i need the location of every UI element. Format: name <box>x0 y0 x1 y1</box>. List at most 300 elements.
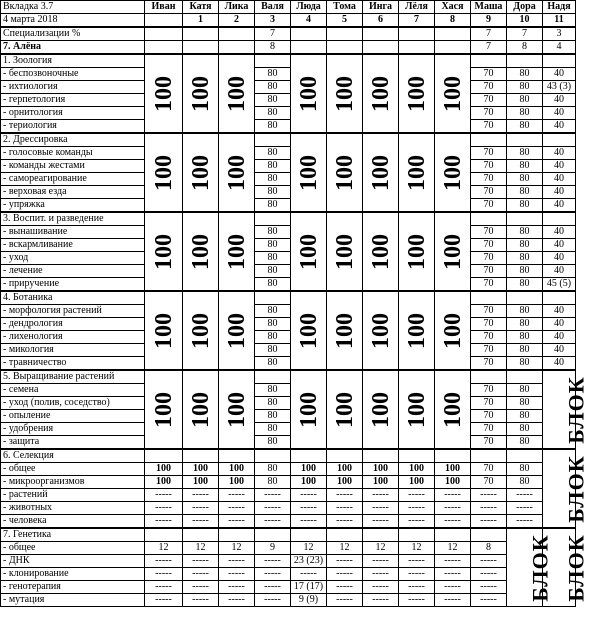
selection-value: ----- <box>219 489 255 502</box>
selection-value: ----- <box>471 502 507 515</box>
masha-value: 70 <box>471 226 507 239</box>
block-label <box>507 528 553 607</box>
masha-value: 70 <box>471 331 507 344</box>
table-row <box>1 278 576 292</box>
big-value <box>327 370 363 449</box>
selection-value: 100 <box>145 476 183 489</box>
masha-value: 70 <box>471 357 507 371</box>
table-row <box>1 212 576 226</box>
big-value-text: 100 <box>404 312 430 349</box>
row-label: - клонирование <box>1 568 145 581</box>
big-value <box>327 291 363 370</box>
big-value-text: 100 <box>224 391 250 428</box>
column-number: 8 <box>435 14 471 28</box>
big-value <box>183 212 219 291</box>
masha-value: 70 <box>471 344 507 357</box>
table-row <box>1 384 576 397</box>
selection-value: ----- <box>183 515 219 529</box>
column-number: 9 <box>471 14 507 28</box>
block-text: БЛОК <box>563 454 589 523</box>
big-value-text: 100 <box>296 312 322 349</box>
nadya-value: 43 (3) <box>543 81 576 94</box>
masha-value: 70 <box>471 239 507 252</box>
column-number: 1 <box>183 14 219 28</box>
big-value <box>183 370 219 449</box>
big-value <box>145 370 183 449</box>
big-value <box>399 291 435 370</box>
table-row <box>1 449 576 463</box>
genetics-value: ----- <box>435 581 471 594</box>
empty-cell <box>255 370 291 384</box>
genetics-value: ----- <box>255 555 291 568</box>
valya-value: 80 <box>255 147 291 160</box>
table-row <box>1 239 576 252</box>
dora-value: 80 <box>507 384 543 397</box>
valya-value: 80 <box>255 239 291 252</box>
big-value-text: 100 <box>224 75 250 112</box>
row-label: - упряжка <box>1 199 145 213</box>
selection-value: ----- <box>363 502 399 515</box>
row-label: - орнитология <box>1 107 145 120</box>
table-row <box>1 252 576 265</box>
spec-value <box>363 27 399 41</box>
column-number: 11 <box>543 14 576 28</box>
selection-value: 100 <box>399 463 435 476</box>
table-row <box>1 54 576 68</box>
dora-value: 80 <box>507 265 543 278</box>
nadya-value: 40 <box>543 318 576 331</box>
big-value-text: 100 <box>332 154 358 191</box>
big-value-text: 100 <box>332 75 358 112</box>
table-row <box>1 27 576 41</box>
masha-value: 70 <box>471 384 507 397</box>
selection-value: ----- <box>507 489 543 502</box>
spec-value <box>183 27 219 41</box>
column-number: 2 <box>219 14 255 28</box>
table-row <box>1 305 576 318</box>
dora-value: 80 <box>507 147 543 160</box>
valya-value: 80 <box>255 226 291 239</box>
empty-cell <box>471 291 507 305</box>
empty-cell <box>471 370 507 384</box>
selection-value: 100 <box>399 476 435 489</box>
genetics-value: ----- <box>327 594 363 607</box>
dora-value: 80 <box>507 107 543 120</box>
genetics-value: ----- <box>145 555 183 568</box>
genetics-value: 12 <box>219 542 255 555</box>
big-value-text: 100 <box>332 391 358 428</box>
big-value-text: 100 <box>440 233 466 270</box>
alena-value <box>327 41 363 55</box>
valya-value: 80 <box>255 94 291 107</box>
dora-value: 80 <box>507 305 543 318</box>
selection-value: ----- <box>327 502 363 515</box>
big-value <box>327 54 363 133</box>
big-value-text: 100 <box>368 75 394 112</box>
column-name: Хася <box>435 1 471 14</box>
alena-value <box>363 41 399 55</box>
section-title: 7. Генетика <box>1 528 145 542</box>
valya-value: 80 <box>255 265 291 278</box>
big-value <box>399 370 435 449</box>
row-label: - вынашивание <box>1 226 145 239</box>
column-name: Валя <box>255 1 291 14</box>
table-row <box>1 199 576 213</box>
empty-cell <box>219 528 255 542</box>
table-row <box>1 1 576 14</box>
section-title: 5. Выращивание растений <box>1 370 145 384</box>
big-value <box>145 212 183 291</box>
big-value-text: 100 <box>440 312 466 349</box>
nadya-value: 40 <box>543 186 576 199</box>
nadya-value: 40 <box>543 357 576 371</box>
row-label: - микология <box>1 344 145 357</box>
selection-value: ----- <box>145 502 183 515</box>
selection-value: 100 <box>327 476 363 489</box>
selection-value: ----- <box>291 502 327 515</box>
spec-value <box>399 27 435 41</box>
spec-value <box>145 27 183 41</box>
block-label <box>543 449 589 528</box>
big-value <box>145 291 183 370</box>
valya-value: 80 <box>255 344 291 357</box>
empty-cell <box>507 291 543 305</box>
genetics-value: ----- <box>435 555 471 568</box>
row-label: - общее <box>1 542 145 555</box>
dora-value: 80 <box>507 160 543 173</box>
masha-value: 70 <box>471 81 507 94</box>
big-value-text: 100 <box>404 233 430 270</box>
nadya-value: 40 <box>543 94 576 107</box>
table-row <box>1 186 576 199</box>
big-value-text: 100 <box>188 391 214 428</box>
empty-cell <box>507 54 543 68</box>
column-number: 7 <box>399 14 435 28</box>
column-name: Надя <box>543 1 576 14</box>
masha-value: 70 <box>471 68 507 81</box>
big-value-text: 100 <box>404 154 430 191</box>
big-value-text: 100 <box>150 312 177 349</box>
selection-value: 100 <box>327 463 363 476</box>
empty-cell <box>363 528 399 542</box>
genetics-value: 9 <box>255 542 291 555</box>
big-value <box>145 54 183 133</box>
genetics-value: ----- <box>363 581 399 594</box>
masha-value: 70 <box>471 186 507 199</box>
selection-value: ----- <box>291 489 327 502</box>
table-row <box>1 107 576 120</box>
spec-value: 3 <box>543 27 576 41</box>
selection-value: ----- <box>435 515 471 529</box>
row-label: - териология <box>1 120 145 134</box>
spec-value: 7 <box>255 27 291 41</box>
row-label: - семена <box>1 384 145 397</box>
empty-cell <box>471 54 507 68</box>
row-label: - самореагирование <box>1 173 145 186</box>
valya-value: 80 <box>255 68 291 81</box>
genetics-value: ----- <box>291 568 327 581</box>
row-label: - беспозвоночные <box>1 68 145 81</box>
dora-value: 80 <box>507 186 543 199</box>
row-label: - голосовые команды <box>1 147 145 160</box>
selection-value: 70 <box>471 476 507 489</box>
row-label: - ихтиология <box>1 81 145 94</box>
masha-value: 70 <box>471 107 507 120</box>
nadya-value: 40 <box>543 160 576 173</box>
masha-value: 70 <box>471 147 507 160</box>
table-row <box>1 147 576 160</box>
spec-value: 7 <box>471 27 507 41</box>
big-value <box>363 370 399 449</box>
tab-label: Вкладка 3.7 <box>1 1 145 14</box>
empty-cell <box>363 449 399 463</box>
table-row <box>1 14 576 28</box>
valya-value: 80 <box>255 120 291 134</box>
selection-value: 80 <box>507 463 543 476</box>
empty-cell <box>543 212 576 226</box>
table-row <box>1 357 576 371</box>
dora-value: 80 <box>507 397 543 410</box>
genetics-value: ----- <box>183 581 219 594</box>
selection-value: 100 <box>291 463 327 476</box>
valya-value: 80 <box>255 357 291 371</box>
section-title: 4. Ботаника <box>1 291 145 305</box>
nadya-value: 40 <box>543 331 576 344</box>
big-value-text: 100 <box>150 391 177 428</box>
genetics-value: ----- <box>219 555 255 568</box>
row-label: - уход <box>1 252 145 265</box>
genetics-value: ----- <box>183 568 219 581</box>
selection-value: ----- <box>145 489 183 502</box>
empty-cell <box>183 449 219 463</box>
genetics-value: ----- <box>471 594 507 607</box>
empty-cell <box>145 449 183 463</box>
selection-value: 100 <box>435 476 471 489</box>
row-label: - вскармливание <box>1 239 145 252</box>
row-label: - дендрология <box>1 318 145 331</box>
genetics-value: ----- <box>327 555 363 568</box>
big-value <box>219 291 255 370</box>
big-value <box>291 54 327 133</box>
genetics-value: ----- <box>363 555 399 568</box>
row-label: - команды жестами <box>1 160 145 173</box>
valya-value: 80 <box>255 199 291 213</box>
genetics-value: ----- <box>145 594 183 607</box>
valya-value: 80 <box>255 173 291 186</box>
selection-value: 100 <box>363 476 399 489</box>
nadya-value: 40 <box>543 344 576 357</box>
empty-cell <box>507 133 543 147</box>
table-row <box>1 542 576 555</box>
empty-cell <box>219 449 255 463</box>
table-row <box>1 226 576 239</box>
genetics-value: ----- <box>255 581 291 594</box>
masha-value: 70 <box>471 318 507 331</box>
selection-value: ----- <box>399 515 435 529</box>
section-title: 1. Зоология <box>1 54 145 68</box>
row-label: - ДНК <box>1 555 145 568</box>
selection-value: ----- <box>435 502 471 515</box>
empty-cell <box>255 54 291 68</box>
masha-value: 70 <box>471 252 507 265</box>
section-title: 2. Дрессировка <box>1 133 145 147</box>
selection-value: ----- <box>435 489 471 502</box>
genetics-value: 17 (17) <box>291 581 327 594</box>
empty-cell <box>543 133 576 147</box>
genetics-value: ----- <box>183 555 219 568</box>
table-row <box>1 463 576 476</box>
selection-value: ----- <box>507 502 543 515</box>
big-value-text: 100 <box>150 233 177 270</box>
column-name: Лёля <box>399 1 435 14</box>
masha-value: 70 <box>471 199 507 213</box>
big-value-text: 100 <box>404 75 430 112</box>
selection-value: ----- <box>327 489 363 502</box>
genetics-value: ----- <box>327 568 363 581</box>
row-label: - приручение <box>1 278 145 292</box>
big-value-text: 100 <box>296 233 322 270</box>
big-value-text: 100 <box>224 312 250 349</box>
masha-value: 70 <box>471 120 507 134</box>
table-row <box>1 265 576 278</box>
column-name: Иван <box>145 1 183 14</box>
valya-value: 80 <box>255 160 291 173</box>
masha-value: 70 <box>471 410 507 423</box>
big-value-text: 100 <box>440 75 466 112</box>
selection-value: ----- <box>399 489 435 502</box>
table-row <box>1 528 576 542</box>
big-value <box>363 212 399 291</box>
genetics-value: ----- <box>363 568 399 581</box>
genetics-value: 12 <box>183 542 219 555</box>
table-row <box>1 568 576 581</box>
row-label: - генотерапия <box>1 581 145 594</box>
block-text: БЛОК <box>527 533 553 602</box>
masha-value: 70 <box>471 397 507 410</box>
dora-value: 80 <box>507 68 543 81</box>
selection-value: 100 <box>145 463 183 476</box>
big-value <box>327 133 363 212</box>
valya-value: 80 <box>255 397 291 410</box>
alena-value <box>183 41 219 55</box>
nadya-value: 40 <box>543 226 576 239</box>
big-value-text: 100 <box>404 391 430 428</box>
big-value-text: 100 <box>368 312 394 349</box>
column-name: Лика <box>219 1 255 14</box>
dora-value: 80 <box>507 331 543 344</box>
empty-cell <box>255 528 291 542</box>
nadya-value: 40 <box>543 107 576 120</box>
nadya-value: 40 <box>543 239 576 252</box>
alena-value <box>219 41 255 55</box>
column-name: Тома <box>327 1 363 14</box>
empty-cell <box>471 212 507 226</box>
nadya-value: 40 <box>543 199 576 213</box>
big-value-text: 100 <box>368 154 394 191</box>
masha-value: 70 <box>471 278 507 292</box>
big-value-text: 100 <box>368 391 394 428</box>
selection-value: ----- <box>255 515 291 529</box>
genetics-value: 12 <box>363 542 399 555</box>
genetics-value: 12 <box>435 542 471 555</box>
dora-value: 80 <box>507 81 543 94</box>
empty-cell <box>183 528 219 542</box>
genetics-value: 12 <box>399 542 435 555</box>
masha-value: 70 <box>471 160 507 173</box>
alena-value <box>399 41 435 55</box>
genetics-value: ----- <box>145 568 183 581</box>
big-value-text: 100 <box>224 233 250 270</box>
empty-cell <box>399 449 435 463</box>
genetics-value: 9 (9) <box>291 594 327 607</box>
dora-value: 80 <box>507 226 543 239</box>
genetics-value: ----- <box>399 568 435 581</box>
table-row <box>1 515 576 529</box>
section-title: 3. Воспит. и разведение <box>1 212 145 226</box>
section-title: 6. Селекция <box>1 449 145 463</box>
selection-value: ----- <box>291 515 327 529</box>
empty-cell <box>471 449 507 463</box>
dora-value: 80 <box>507 357 543 371</box>
selection-value: 100 <box>219 463 255 476</box>
genetics-value: ----- <box>255 594 291 607</box>
dora-value: 80 <box>507 94 543 107</box>
nadya-value: 40 <box>543 173 576 186</box>
big-value <box>219 212 255 291</box>
valya-value: 80 <box>255 436 291 450</box>
row-label: - лихенология <box>1 331 145 344</box>
block-text: БЛОК <box>563 375 589 444</box>
empty-cell <box>255 133 291 147</box>
row-label: - защита <box>1 436 145 450</box>
big-value <box>399 54 435 133</box>
row-label: - мутация <box>1 594 145 607</box>
big-value <box>399 133 435 212</box>
nadya-value: 40 <box>543 305 576 318</box>
empty-cell <box>399 528 435 542</box>
genetics-value: ----- <box>219 594 255 607</box>
selection-value: ----- <box>183 502 219 515</box>
row-label: - морфология растений <box>1 305 145 318</box>
valya-value: 80 <box>255 305 291 318</box>
genetics-value: ----- <box>219 568 255 581</box>
selection-value: ----- <box>327 515 363 529</box>
selection-value: ----- <box>471 489 507 502</box>
row-label: - микроорганизмов <box>1 476 145 489</box>
table-row <box>1 555 576 568</box>
column-name: Инга <box>363 1 399 14</box>
nadya-value: 40 <box>543 120 576 134</box>
big-value <box>183 291 219 370</box>
row-label: - общее <box>1 463 145 476</box>
big-value-text: 100 <box>332 233 358 270</box>
selection-value: ----- <box>471 515 507 529</box>
valya-value: 80 <box>255 186 291 199</box>
big-value <box>219 54 255 133</box>
column-number: 4 <box>291 14 327 28</box>
big-value-text: 100 <box>440 391 466 428</box>
genetics-value: ----- <box>363 594 399 607</box>
big-value-text: 100 <box>188 233 214 270</box>
dora-value: 80 <box>507 199 543 213</box>
selection-value: 100 <box>183 463 219 476</box>
big-value-text: 100 <box>150 75 177 112</box>
alena-value: 8 <box>255 41 291 55</box>
big-value <box>145 133 183 212</box>
empty-cell <box>435 449 471 463</box>
nadya-value: 40 <box>543 252 576 265</box>
spec-label: Специализации % <box>1 27 145 41</box>
